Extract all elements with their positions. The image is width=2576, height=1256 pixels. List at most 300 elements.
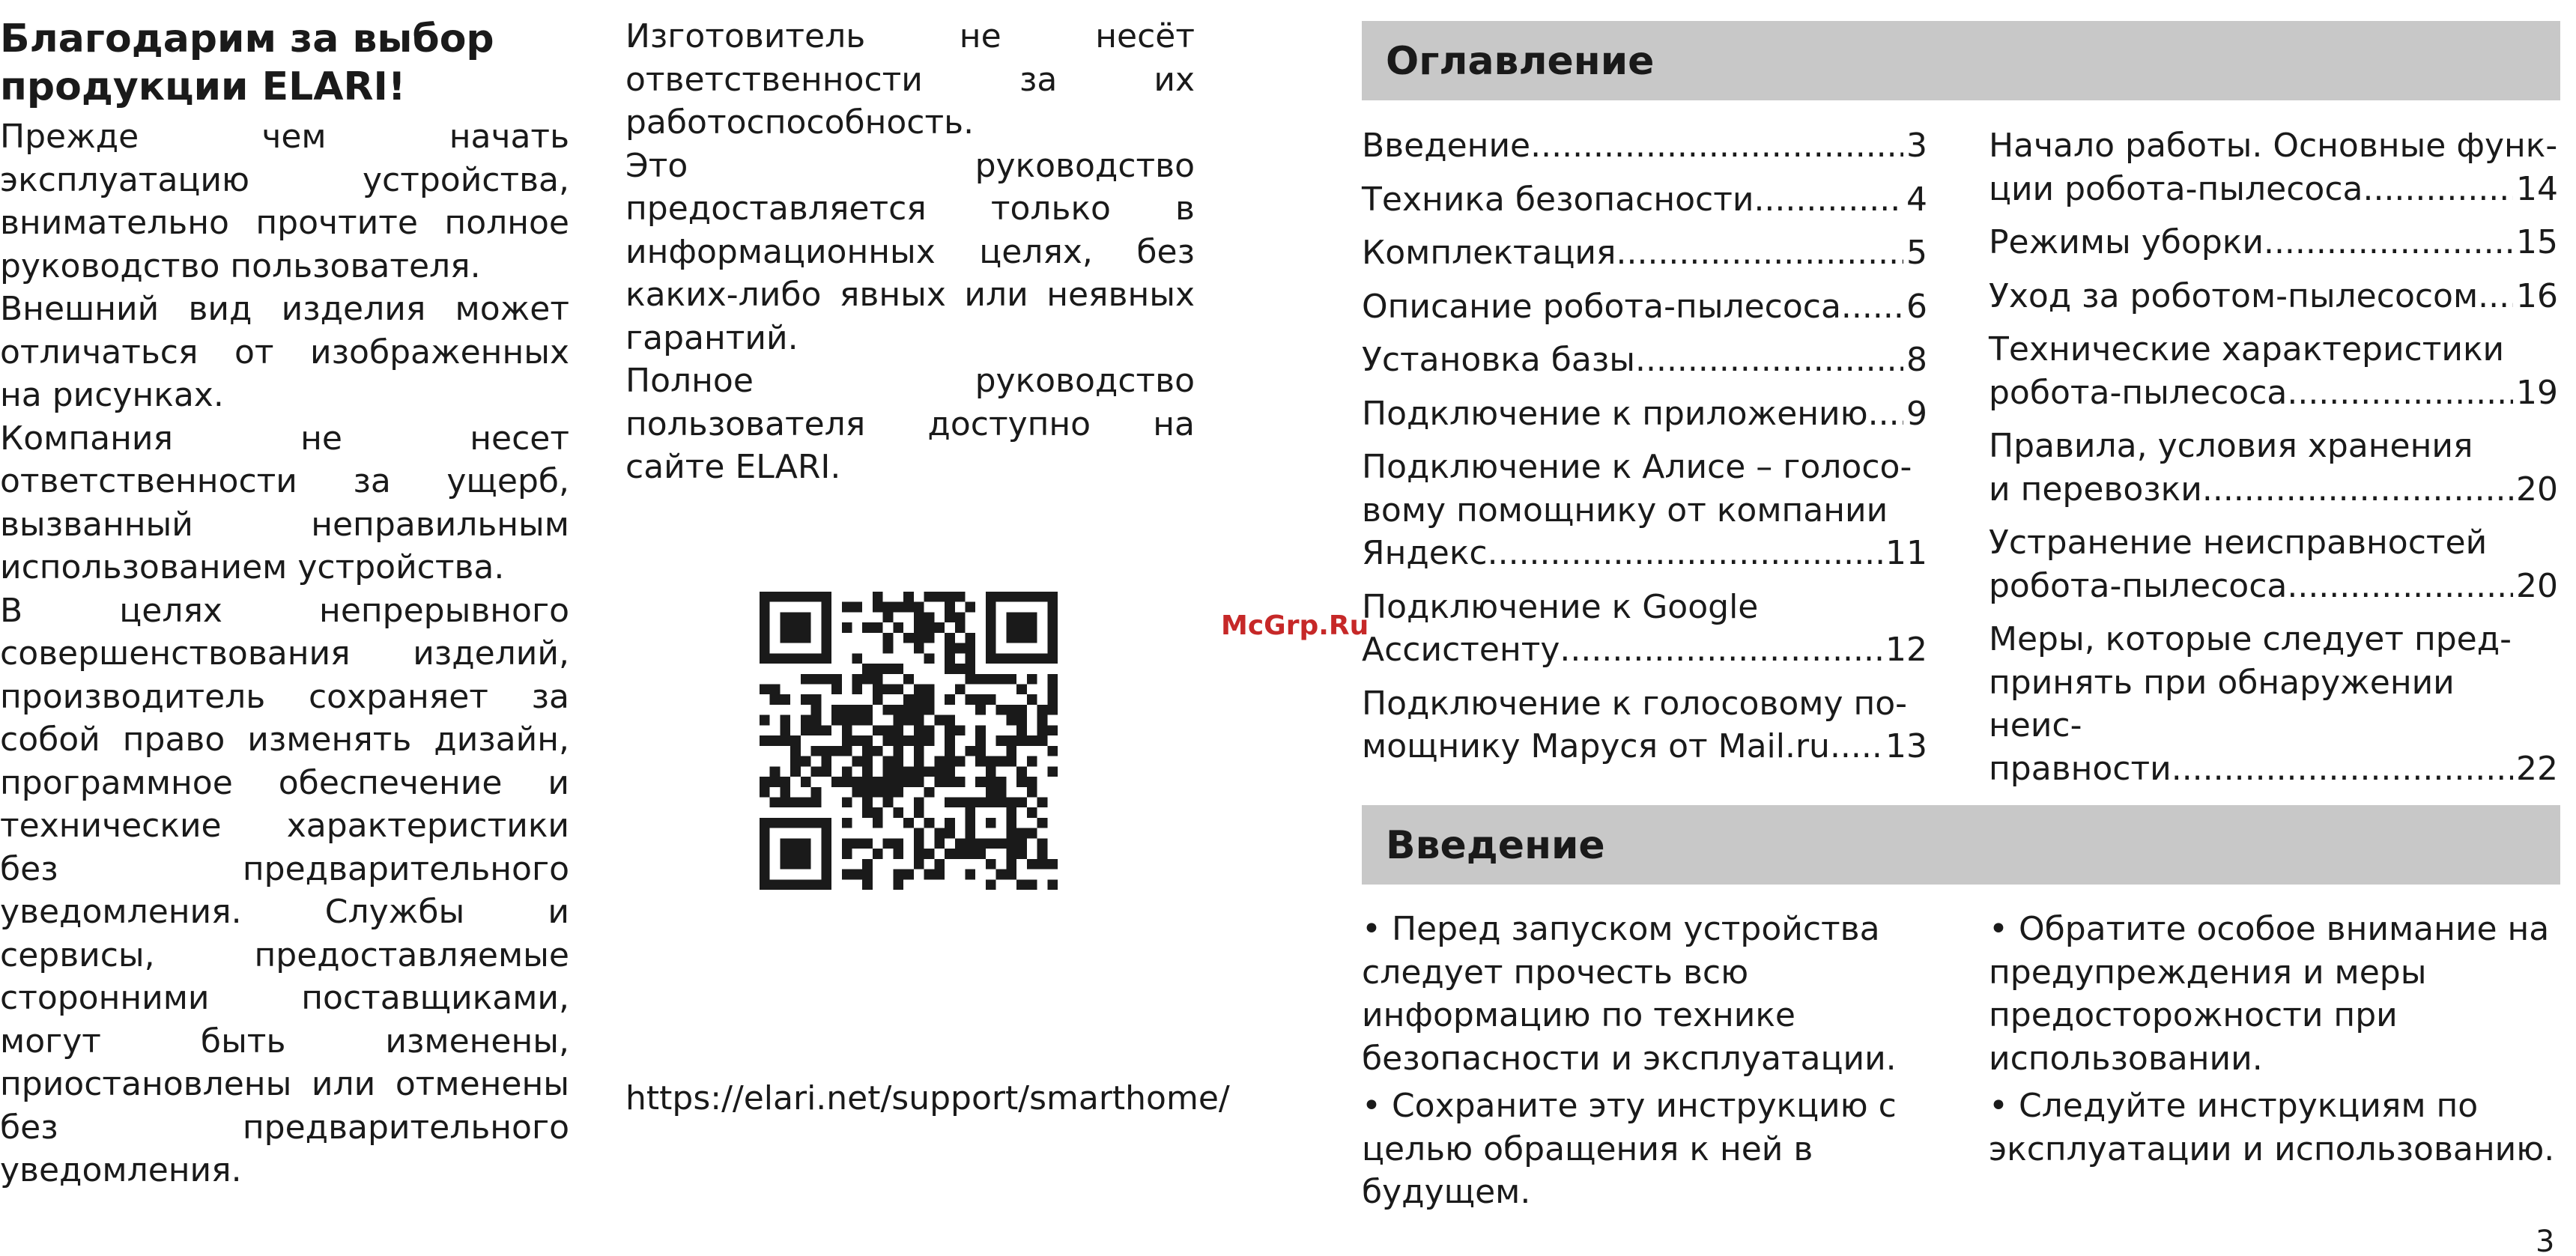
qr-module <box>986 838 996 849</box>
qr-module <box>780 859 790 870</box>
toc-page-number: 8 <box>1906 341 1927 379</box>
qr-module <box>790 797 801 807</box>
qr-module <box>760 787 770 798</box>
qr-module <box>1027 859 1037 870</box>
qr-module <box>924 787 935 798</box>
toc-title: Оглавление <box>1386 39 1655 84</box>
qr-module <box>811 787 822 798</box>
qr-module <box>975 746 986 756</box>
qr-module <box>1016 715 1027 726</box>
qr-module <box>1027 828 1037 839</box>
qr-module <box>924 612 935 622</box>
paragraph-liability: Компания не несет ответственности за ущерб, вызванный неправильным использованием устройства. <box>0 419 569 586</box>
qr-module <box>924 685 935 695</box>
qr-module <box>945 633 955 643</box>
qr-module <box>873 849 883 859</box>
qr-module <box>1047 622 1058 633</box>
qr-module <box>986 622 996 633</box>
qr-module <box>924 592 935 602</box>
qr-module <box>801 674 811 685</box>
qr-module <box>934 777 945 787</box>
qr-module <box>760 592 770 602</box>
qr-module <box>770 653 781 664</box>
qr-module <box>883 612 894 622</box>
qr-module <box>924 725 935 735</box>
qr-module <box>934 715 945 726</box>
qr-module <box>821 633 831 643</box>
qr-module <box>1037 725 1048 735</box>
qr-module <box>1047 685 1058 695</box>
qr-module <box>903 592 914 602</box>
toc-item-title: и перевозки <box>1989 470 2202 509</box>
toc-page-number: 3 <box>1906 127 1927 165</box>
qr-module <box>873 725 883 735</box>
qr-module <box>883 643 894 654</box>
toc-item[interactable] <box>1362 682 1927 768</box>
qr-module <box>1006 756 1016 767</box>
qr-module <box>760 879 770 890</box>
toc-item[interactable] <box>1362 124 1927 168</box>
qr-module <box>1047 653 1058 664</box>
paragraph-read-manual: Прежде чем начать эксплуатацию устройства, внимательно прочтите полное руководство пользователя. <box>0 118 569 285</box>
toc-item[interactable] <box>1362 392 1927 436</box>
qr-module <box>770 592 781 602</box>
qr-module <box>842 602 852 613</box>
qr-module <box>914 849 924 859</box>
qr-module <box>852 756 863 767</box>
toc-item[interactable] <box>1989 425 2558 511</box>
qr-module <box>821 674 831 685</box>
qr-module <box>801 653 811 664</box>
toc-item-title: правности <box>1989 749 2172 788</box>
toc-page-number: 19 <box>2516 373 2558 412</box>
qr-module <box>780 735 790 746</box>
qr-module <box>760 715 770 726</box>
qr-module <box>1047 633 1058 643</box>
qr-module <box>965 674 975 685</box>
qr-module <box>760 870 770 880</box>
qr-module <box>955 685 966 695</box>
thanks-heading-line-1: Благодарим за выбор <box>0 16 494 61</box>
qr-module <box>986 797 996 807</box>
qr-module <box>893 849 903 859</box>
qr-module <box>1006 653 1016 664</box>
qr-module <box>955 592 966 602</box>
qr-module <box>975 797 986 807</box>
qr-module <box>780 838 790 849</box>
qr-module <box>903 735 914 746</box>
qr-module <box>1016 797 1027 807</box>
toc-item-title: робота-пылесоса <box>1989 566 2288 605</box>
qr-module <box>780 633 790 643</box>
qr-module <box>996 787 1007 798</box>
qr-module <box>934 859 945 870</box>
qr-module <box>996 756 1007 767</box>
qr-module <box>883 602 894 613</box>
qr-module <box>1006 735 1016 746</box>
qr-module <box>914 807 924 818</box>
support-url-link[interactable]: https://elari.net/support/smarthome/ <box>625 1079 1230 1117</box>
qr-module <box>801 612 811 622</box>
toc-item[interactable] <box>1989 124 2558 210</box>
toc-item[interactable] <box>1989 221 2558 264</box>
qr-module <box>883 756 894 767</box>
qr-module <box>780 612 790 622</box>
qr-module <box>821 879 831 890</box>
qr-module <box>945 818 955 828</box>
qr-module <box>955 725 966 735</box>
watermark: McGrp.Ru <box>1221 610 1369 641</box>
toc-page-number: 11 <box>1885 534 1927 572</box>
qr-module <box>1016 828 1027 839</box>
qr-module <box>790 818 801 828</box>
qr-module <box>996 735 1007 746</box>
qr-module <box>862 715 873 726</box>
intro-header-band <box>1362 805 2560 885</box>
qr-module <box>975 694 986 705</box>
qr-module <box>986 859 996 870</box>
qr-module <box>760 777 770 787</box>
toc-item[interactable] <box>1362 586 1927 672</box>
qr-module <box>821 870 831 880</box>
toc-item[interactable] <box>1989 618 2558 790</box>
toc-page-number: 20 <box>2516 470 2558 509</box>
qr-module <box>770 766 781 777</box>
toc-header-band <box>1362 21 2560 100</box>
qr-module <box>1047 674 1058 685</box>
qr-module <box>1016 705 1027 715</box>
qr-module <box>831 685 842 695</box>
qr-module <box>924 870 935 880</box>
qr-module <box>955 756 966 767</box>
qr-module <box>955 622 966 633</box>
qr-module <box>924 622 935 633</box>
toc-item[interactable] <box>1989 521 2558 607</box>
qr-module <box>801 694 811 705</box>
qr-module <box>945 777 955 787</box>
qr-module <box>760 643 770 654</box>
qr-module <box>965 746 975 756</box>
qr-module <box>852 674 863 685</box>
qr-module <box>1016 838 1027 849</box>
qr-module <box>1016 622 1027 633</box>
toc-dot-leader <box>1868 392 1903 436</box>
qr-module <box>873 602 883 613</box>
qr-module <box>852 715 863 726</box>
qr-module <box>945 602 955 613</box>
qr-module <box>883 766 894 777</box>
qr-module <box>914 859 924 870</box>
qr-module <box>914 622 924 633</box>
toc-dot-leader <box>2202 468 2513 512</box>
qr-module <box>945 766 955 777</box>
qr-module <box>1037 859 1048 870</box>
qr-module <box>893 735 903 746</box>
qr-module <box>945 828 955 839</box>
qr-module <box>790 612 801 622</box>
qr-module <box>1027 592 1037 602</box>
qr-module <box>1016 653 1027 664</box>
qr-module <box>852 787 863 798</box>
qr-module <box>790 622 801 633</box>
qr-module <box>790 756 801 767</box>
qr-module <box>811 818 822 828</box>
qr-module <box>801 622 811 633</box>
qr-module <box>801 859 811 870</box>
qr-module <box>790 849 801 859</box>
toc-item[interactable] <box>1989 328 2558 414</box>
qr-module <box>821 756 831 767</box>
qr-module <box>1047 766 1058 777</box>
qr-module <box>903 818 914 828</box>
qr-module <box>1027 653 1037 664</box>
qr-module <box>873 807 883 818</box>
toc-item-text-line: Подключение к Google <box>1362 587 1759 626</box>
qr-module <box>914 685 924 695</box>
qr-module <box>893 838 903 849</box>
toc-item-title: Комплектация <box>1362 234 1616 272</box>
qr-module <box>945 735 955 746</box>
qr-module <box>914 838 924 849</box>
qr-module <box>986 818 996 828</box>
toc-item[interactable] <box>1362 446 1927 575</box>
qr-module <box>1047 746 1058 756</box>
qr-module <box>862 787 873 798</box>
toc-item[interactable] <box>1362 178 1927 222</box>
qr-module <box>955 849 966 859</box>
qr-module <box>996 653 1007 664</box>
qr-module <box>883 633 894 643</box>
toc-item-title: ции робота-пылесоса <box>1989 169 2363 208</box>
qr-module <box>821 746 831 756</box>
qr-module <box>914 766 924 777</box>
qr-module <box>883 797 894 807</box>
qr-module <box>1047 879 1058 890</box>
qr-module <box>914 735 924 746</box>
qr-module <box>945 849 955 859</box>
qr-module <box>770 818 781 828</box>
toc-item[interactable] <box>1362 339 1927 382</box>
qr-module <box>873 746 883 756</box>
qr-module <box>893 715 903 726</box>
qr-module <box>1006 612 1016 622</box>
qr-module <box>924 633 935 643</box>
qr-module <box>975 725 986 735</box>
qr-module <box>760 602 770 613</box>
qr-module <box>780 592 790 602</box>
intro-bullets-right <box>1989 908 2558 1175</box>
toc-dot-leader <box>1754 178 1903 222</box>
qr-module <box>883 725 894 735</box>
qr-module <box>862 838 873 849</box>
qr-module <box>893 746 903 756</box>
qr-module <box>831 705 842 715</box>
qr-module <box>914 612 924 622</box>
qr-module <box>934 622 945 633</box>
qr-module <box>934 838 945 849</box>
qr-module <box>821 602 831 613</box>
qr-module <box>801 818 811 828</box>
qr-module <box>780 777 790 787</box>
qr-module <box>842 725 852 735</box>
qr-module <box>986 674 996 685</box>
qr-module <box>852 685 863 695</box>
qr-module <box>790 746 801 756</box>
qr-module <box>1037 818 1048 828</box>
intro-bullet: • Перед запуском устройства следует прочесть всю информацию по технике безопасности и эксплуатации. <box>1362 910 1897 1078</box>
qr-module <box>801 756 811 767</box>
toc-dot-leader <box>1841 285 1903 329</box>
toc-item-title: Установка базы <box>1362 341 1635 379</box>
toc-item-text-line: Правила, условия хранения <box>1989 427 2473 465</box>
qr-module <box>996 592 1007 602</box>
qr-module <box>914 828 924 839</box>
intro-bullet: • Следуйте инструкциям по эксплуатации и использованию. <box>1989 1087 2555 1168</box>
qr-module <box>1027 633 1037 643</box>
qr-module <box>1027 612 1037 622</box>
qr-module <box>1016 633 1027 643</box>
qr-module <box>790 766 801 777</box>
qr-module <box>883 838 894 849</box>
qr-module <box>1027 694 1037 705</box>
qr-module <box>986 777 996 787</box>
toc-dot-leader <box>2264 221 2513 264</box>
qr-module <box>934 592 945 602</box>
toc-item-title: Ассистенту <box>1362 631 1560 669</box>
qr-module <box>842 735 852 746</box>
qr-module <box>1027 879 1037 890</box>
qr-module <box>986 592 996 602</box>
qr-module <box>914 643 924 654</box>
toc-item-title: Введение <box>1362 127 1531 165</box>
qr-module <box>945 756 955 767</box>
qr-module <box>873 694 883 705</box>
toc-dot-leader <box>2478 275 2513 318</box>
toc-item-title: робота-пылесоса <box>1989 373 2288 412</box>
toc-item-text-line: Подключение к Алисе – голосо- <box>1362 448 1912 486</box>
qr-module <box>1006 870 1016 880</box>
qr-module <box>996 777 1007 787</box>
qr-module <box>893 766 903 777</box>
qr-module <box>873 592 883 602</box>
qr-module <box>975 777 986 787</box>
toc-page-number: 16 <box>2516 276 2558 315</box>
qr-module <box>842 766 852 777</box>
qr-module <box>780 715 790 726</box>
qr-module <box>1006 807 1016 818</box>
qr-module <box>1047 643 1058 654</box>
toc-page-number: 20 <box>2516 566 2558 605</box>
qr-module <box>1006 705 1016 715</box>
qr-module <box>1047 705 1058 715</box>
qr-module <box>1037 735 1048 746</box>
qr-module <box>1047 592 1058 602</box>
qr-module <box>811 879 822 890</box>
qr-module <box>780 653 790 664</box>
toc-page-number: 15 <box>2516 223 2558 261</box>
qr-module <box>986 694 996 705</box>
qr-module <box>975 735 986 746</box>
qr-module <box>914 694 924 705</box>
toc-right-list <box>1989 124 2558 801</box>
qr-module <box>770 694 781 705</box>
qr-module <box>945 797 955 807</box>
qr-module <box>1047 725 1058 735</box>
qr-module <box>955 797 966 807</box>
qr-module <box>1027 674 1037 685</box>
qr-module <box>986 787 996 798</box>
qr-module <box>893 870 903 880</box>
toc-item-text-line: вому помощнику от компании <box>1362 491 1888 530</box>
toc-item[interactable] <box>1362 231 1927 275</box>
qr-module <box>903 602 914 613</box>
qr-module <box>842 818 852 828</box>
qr-module <box>821 622 831 633</box>
toc-dot-leader <box>1530 124 1903 168</box>
toc-item-title: Яндекс <box>1362 534 1488 572</box>
qr-module <box>883 787 894 798</box>
qr-module <box>873 622 883 633</box>
qr-module <box>924 766 935 777</box>
qr-module <box>934 756 945 767</box>
qr-module <box>903 694 914 705</box>
qr-module <box>955 777 966 787</box>
toc-item-text-line: Меры, которые следует пред- <box>1989 620 2512 658</box>
qr-module <box>914 777 924 787</box>
intro-bullet: • Сохраните эту инструкцию с целью обращения к ней в будущем. <box>1362 1087 1897 1211</box>
qr-module <box>780 725 790 735</box>
toc-item-text-line: принять при обнаружении неис- <box>1989 663 2455 744</box>
qr-module <box>1027 807 1037 818</box>
qr-module <box>883 685 894 695</box>
qr-module <box>760 828 770 839</box>
qr-module <box>1037 653 1048 664</box>
qr-module <box>893 725 903 735</box>
qr-module <box>1027 777 1037 787</box>
qr-module <box>811 725 822 735</box>
toc-left-list <box>1362 124 1927 779</box>
qr-module <box>924 653 935 664</box>
toc-item-text-line: Начало работы. Основные функ- <box>1989 127 2558 165</box>
toc-dot-leader <box>1830 725 1882 768</box>
qr-module <box>1027 756 1037 767</box>
qr-module <box>821 653 831 664</box>
qr-module <box>1016 766 1027 777</box>
qr-module <box>801 633 811 643</box>
qr-module <box>873 664 883 674</box>
qr-module <box>914 633 924 643</box>
toc-item-title: Подключение к приложению <box>1362 394 1868 433</box>
qr-module <box>862 766 873 777</box>
toc-page-number: 13 <box>1885 727 1927 765</box>
qr-module <box>831 715 842 726</box>
toc-page-number: 22 <box>2516 749 2558 788</box>
qr-module <box>801 849 811 859</box>
qr-module <box>1047 602 1058 613</box>
qr-module <box>945 653 955 664</box>
toc-item[interactable] <box>1362 285 1927 329</box>
qr-module <box>760 633 770 643</box>
qr-module <box>1006 674 1016 685</box>
toc-item[interactable] <box>1989 275 2558 318</box>
qr-module <box>821 828 831 839</box>
qr-module <box>811 746 822 756</box>
qr-module <box>996 838 1007 849</box>
qr-module <box>914 705 924 715</box>
qr-module <box>965 828 975 839</box>
qr-module <box>986 633 996 643</box>
qr-module <box>903 715 914 726</box>
